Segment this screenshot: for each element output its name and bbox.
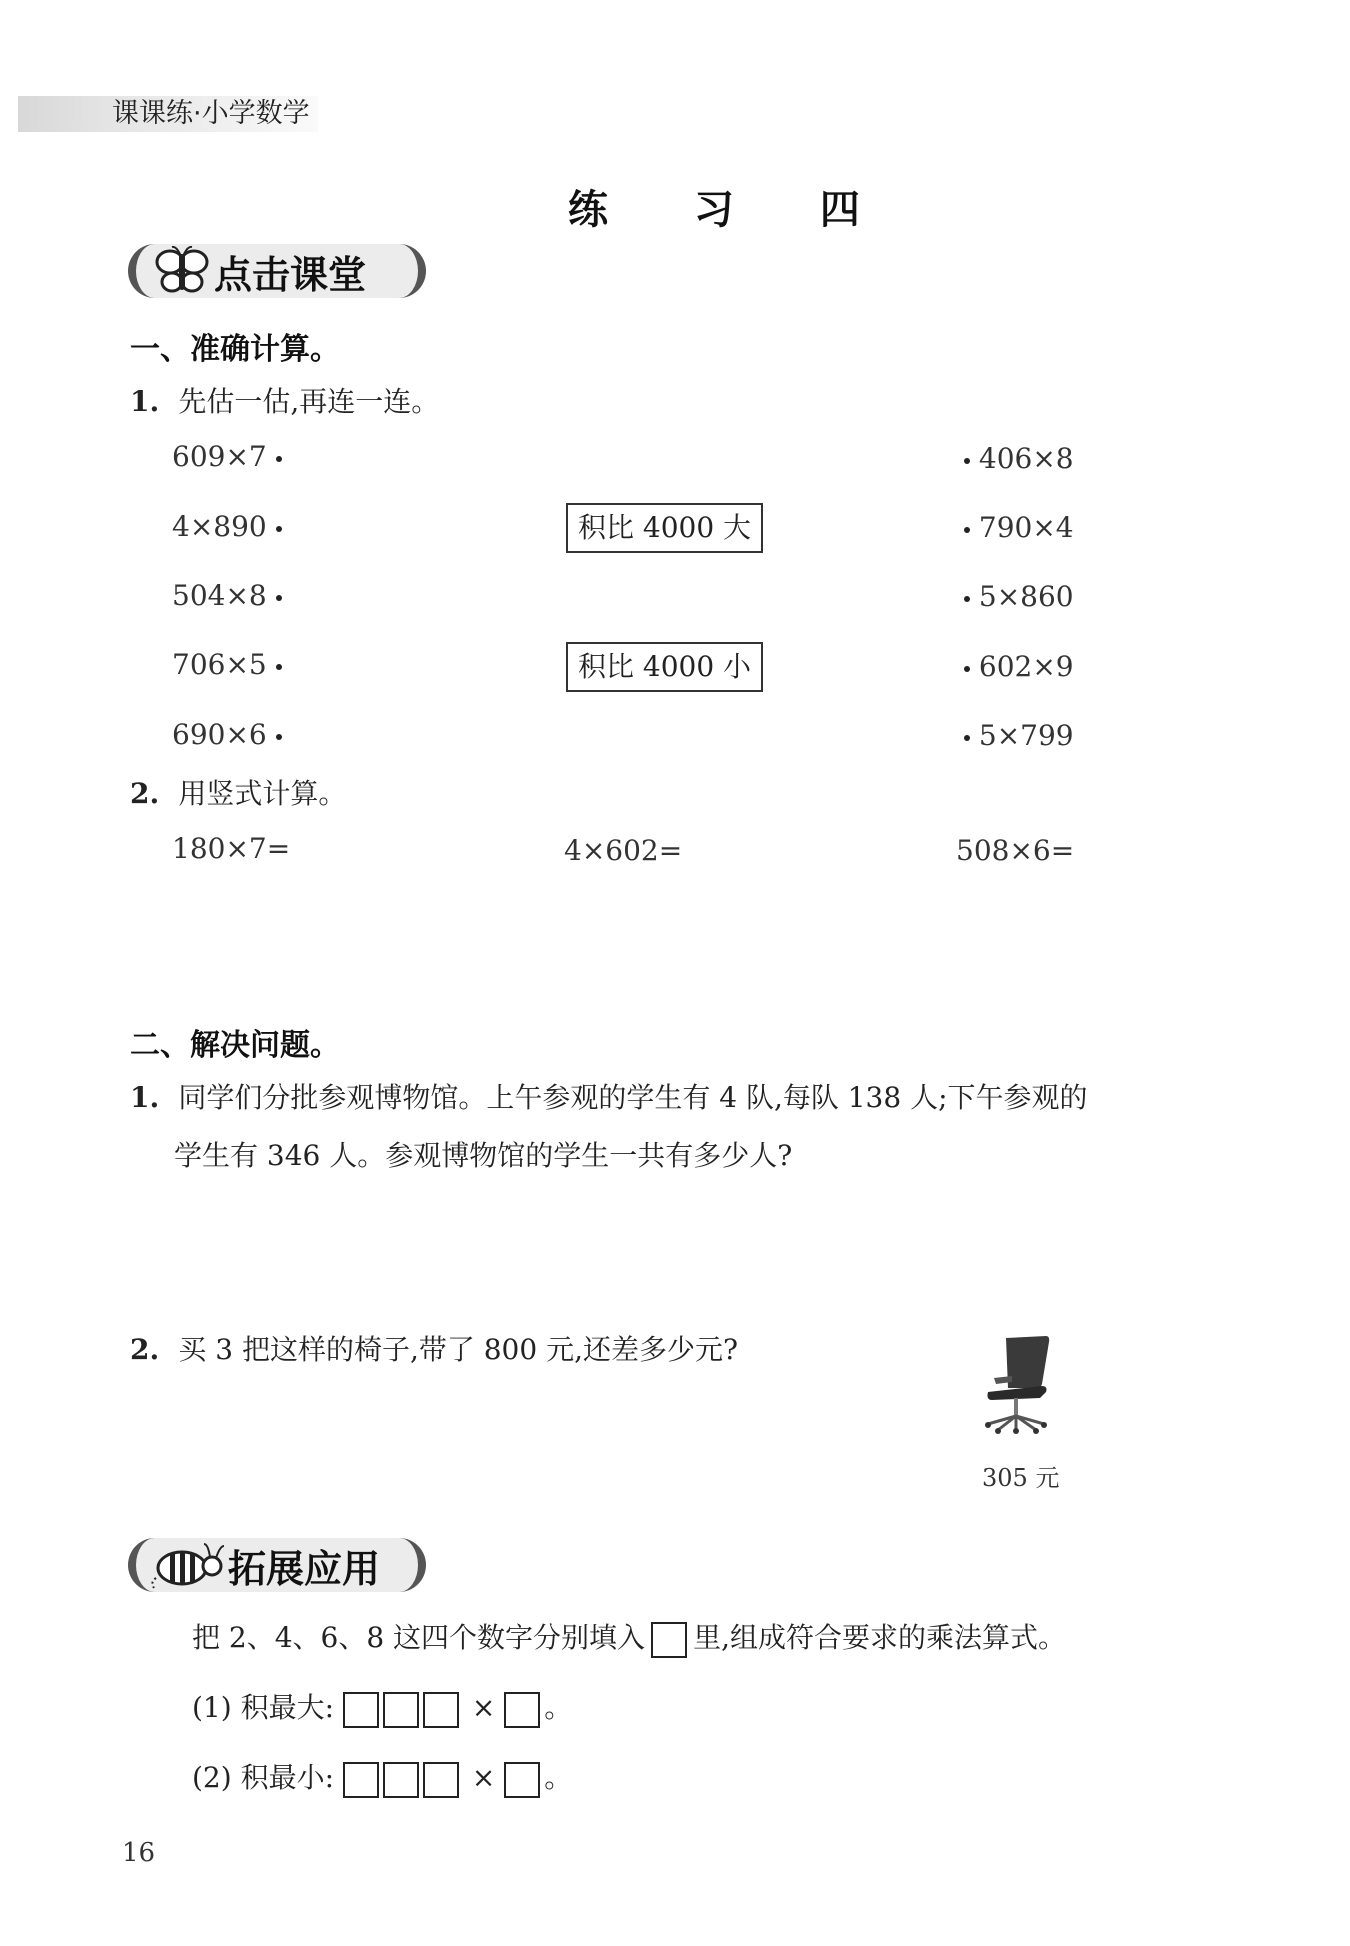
box-less-4000[interactable]: 积比 4000 小 [566, 642, 763, 692]
blank-box-2a[interactable] [343, 1762, 379, 1798]
section2-heading: 二、解决问题。 [130, 1028, 340, 1063]
times-sign-1: × [471, 1691, 496, 1724]
blank-box-1a[interactable] [343, 1692, 379, 1728]
banner-extension [128, 1538, 426, 1592]
blank-box-2c[interactable] [423, 1762, 459, 1798]
item-1-label: (1) 积最大: [192, 1691, 334, 1724]
q2-2-number: 2. [130, 1333, 160, 1366]
office-chair-icon [974, 1334, 1058, 1434]
left-expr-4[interactable]: 706×5 [172, 648, 282, 681]
q1-1 [130, 382, 439, 422]
extension-item-1 [192, 1688, 572, 1728]
calc-work-area[interactable] [130, 868, 1210, 1018]
sample-box [651, 1622, 687, 1658]
calc-expr-3: 508×6= [956, 834, 1075, 867]
blank-box-2b[interactable] [383, 1762, 419, 1798]
page-number: 16 [122, 1838, 156, 1868]
q2-1-line2: 学生有 346 人。参观博物馆的学生一共有多少人? [174, 1139, 793, 1172]
book-title: 课课练·小学数学 [112, 98, 310, 129]
q2-1 [130, 1078, 1088, 1118]
page-title: 练 习 四 [568, 187, 896, 233]
extension-intro [192, 1618, 1066, 1658]
calc-expr-1: 180×7= [172, 832, 291, 865]
banner-classroom-label: 点击课堂 [214, 252, 367, 297]
blank-box-1b[interactable] [383, 1692, 419, 1728]
left-expr-1[interactable]: 609×7 [172, 440, 282, 473]
item-2-end: 。 [544, 1761, 573, 1794]
blank-box-1c[interactable] [423, 1692, 459, 1728]
item-1-end: 。 [544, 1691, 573, 1724]
right-expr-2[interactable]: 790×4 [964, 511, 1074, 544]
q1-2-number: 2. [130, 777, 160, 810]
q1-1-text: 先估一估,再连一连。 [178, 385, 440, 418]
q1-1-number: 1. [130, 385, 160, 418]
q2-2-answer-area[interactable] [130, 1376, 930, 1496]
q1-2 [130, 774, 346, 814]
extension-intro-after: 里,组成符合要求的乘法算式。 [693, 1621, 1066, 1654]
q2-2-text: 买 3 把这样的椅子,带了 800 元,还差多少元? [178, 1333, 739, 1366]
q2-1-number: 1. [130, 1081, 160, 1114]
left-expr-5[interactable]: 690×6 [172, 718, 282, 751]
section1-heading: 一、准确计算。 [130, 332, 340, 367]
calc-expr-2: 4×602= [564, 834, 683, 867]
right-expr-1[interactable]: 406×8 [964, 442, 1074, 475]
extension-intro-before: 把 2、4、6、8 这四个数字分别填入 [192, 1621, 646, 1654]
right-expr-4[interactable]: 602×9 [964, 650, 1074, 683]
box-greater-4000[interactable]: 积比 4000 大 [566, 503, 763, 553]
extension-item-2 [192, 1758, 572, 1798]
q2-1-line1: 同学们分批参观博物馆。上午参观的学生有 4 队,每队 138 人;下午参观的 [178, 1081, 1088, 1114]
banner-extension-label: 拓展应用 [228, 1546, 381, 1591]
times-sign-2: × [471, 1761, 496, 1794]
item-2-label: (2) 积最小: [192, 1761, 334, 1794]
q1-2-text: 用竖式计算。 [178, 777, 347, 810]
blank-box-1d[interactable] [504, 1692, 540, 1728]
chair-price: 305 元 [982, 1464, 1060, 1492]
butterfly-icon [150, 244, 214, 298]
left-expr-2[interactable]: 4×890 [172, 510, 282, 543]
bee-icon [150, 1538, 228, 1592]
left-expr-3[interactable]: 504×8 [172, 579, 282, 612]
blank-box-2d[interactable] [504, 1762, 540, 1798]
right-expr-3[interactable]: 5×860 [964, 580, 1074, 613]
q2-1-answer-area[interactable] [130, 1184, 1210, 1324]
right-expr-5[interactable]: 5×799 [964, 719, 1074, 752]
q2-2 [130, 1330, 738, 1370]
banner-classroom [128, 244, 426, 298]
